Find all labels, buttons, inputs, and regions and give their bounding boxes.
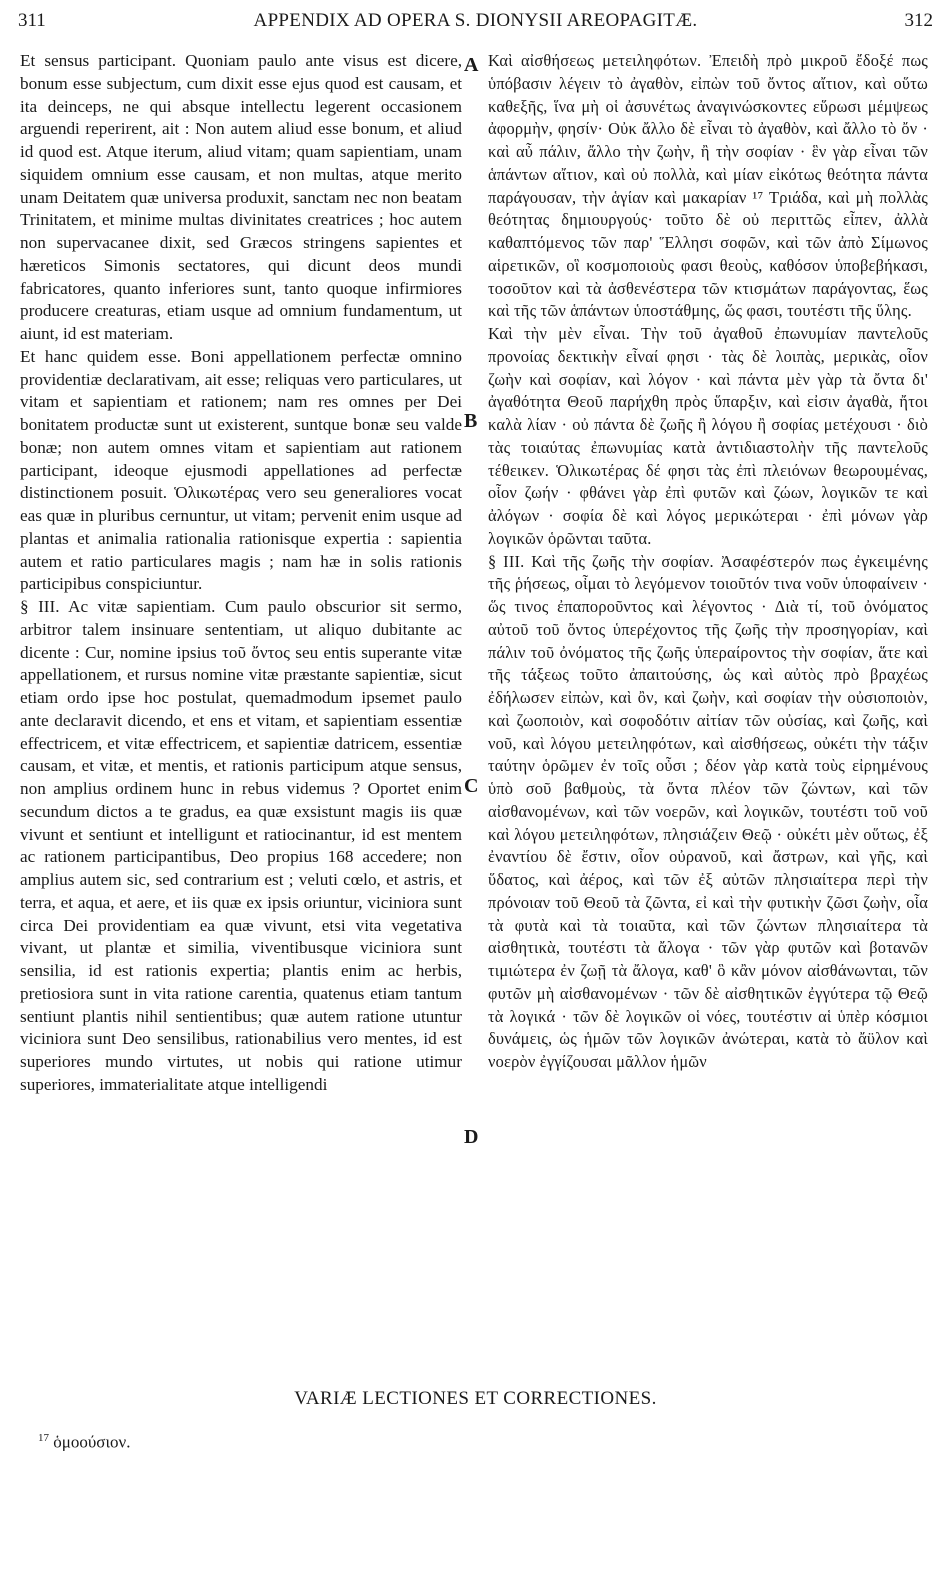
margin-letter-d: D <box>464 1126 479 1148</box>
page-number-right: 312 <box>904 10 933 31</box>
greek-column <box>488 50 928 1074</box>
latin-paragraph: Et sensus participant. Quoniam paulo ante visus est dicere, bonum esse subjectum, cum dixit esse ejus quod est causam, et ita deinceps, ne qui absque intellectu legerent occasionem arguendi reperirent, ait : Non autem aliud esse bonum, et aliud id quod est. Atque iterum, aliud vitam; quam sapientiam, unam siquidem omnium esse causam, et non multas, atque merito unam Deitatem quæ universa produxit, sanctam nec non beatam Trinitatem, et minime multas divinitates creatrices ; hoc autem non supervacanee dixit, sed Græcos stringens sapientes et hæreticos Simonis sectatores, qui dicunt deos mundi fabricatores, quanto inferiores sunt, tanto quoque infirmiores producere creaturas, etiam usque ad omnium fundamentum, ut aiunt, id est materiam. <box>20 51 462 343</box>
section-heading: VARIÆ LECTIONES ET CORRECTIONES. <box>294 1388 657 1409</box>
footnote-text: ὁμοούσιον. <box>53 1432 131 1452</box>
latin-column <box>20 50 462 1097</box>
greek-paragraph: § III. Καὶ τῆς ζωῆς τὴν σοφίαν. Ἀσαφέστερόν πως ἐγκειμένης τῆς ῥήσεως, οἶμαι τὸ λεγόμενον τοιοῦτόν τινα νοῦν ὑποφαίνειν · ὥς τινος ἐπαποροῦντος καὶ λέγοντος · Διὰ τί, τοῦ ὀνόματος αὐτοῦ τοῦ ὄντος ὑπερέχοντος τῆς ζωῆς τὴν προσηγορίαν, καὶ πάλιν τοῦ ὀνόματος τῆς ζωῆς ὑπεραίροντος τὴν σοφίαν, ἅτε καὶ τῆς τάξεως τοῦτο ἀπαιτούσης, ὡς καὶ αὐτὸς πρὸ βραχέως ἐδήλωσεν εἰπὼν, καὶ ὂν, καὶ ζωὴν, καὶ σοφίαν τὴν οὐσιοποιὸν, καὶ ζωοποιὸν, καὶ σοφοδότιν αἰτίαν τῶν οὐσίας, καὶ ζωῆς, καὶ νοῦ, καὶ λόγου μετειληφότων, καὶ αἰσθήσεως, οὐκέτι τὴν τάξιν ταύτην ὁρῶμεν ἐν τοῖς οὖσι ; δέον γὰρ κατὰ τοὺς εἰρημένους ὑπὸ σοῦ βαθμοὺς, τὰ ὄντα πλέον τῶν ζώντων, καὶ τῶν αἰσθανομένων, καὶ τῶν νοερῶν, καὶ λογικῶν, τουτέστι τοῦ νοῦ καὶ λόγου μετειληφότων, πλησιάζειν Θεῷ · οὐκέτι μὲν οὕτως, ἐξ ἐναντίου δὲ ἔστιν, οἷον οὐρανοῦ, καὶ ἄστρων, καὶ γῆς, καὶ ὕδατος, καὶ ἀέρος, καὶ τῶν ἐξ αὐτῶν πλησιαίτερα περὶ τὴν πρόνοιαν τοῦ Θεοῦ τὰ ζῶντα, εἰ καὶ τὴν φυτικὴν ζῶσι ζωὴν, οἷα τὰ φυτὰ καὶ τὰ τοιαῦτα, καὶ τῶν ζώντων πλησιαίτερα τὰ αἰσθητικὰ, τουτέστι τὰ ἄλογα · τῶν γὰρ φυτῶν καὶ βοτανῶν τιμιώτερα ἐν ζωῇ τὰ ἄλογα, καθ' ὃ κἂν μόνον αἰσθάνωνται, τῶν φυτῶν μὴ αἰσθανομένων · τῶν δὲ αἰσθητικῶν ἐγγύτερα τῷ Θεῷ τὰ λογικά · τῶν δὲ λογικῶν οἱ νόες, τουτέστιν αἱ ὑπὲρ κόσμιοι δυνάμεις, ὡς ἡμῶν τῶν λογικῶν ἀνώτεραι, κατὰ τὸ ἄϋλον καὶ νοερὸν ἐγγίζουσαι μᾶλλον ἡμῶν <box>488 551 928 1071</box>
margin-letter-c: C <box>464 775 479 797</box>
footnote <box>38 1432 130 1453</box>
running-header <box>18 10 933 40</box>
margin-letter-a: A <box>464 54 479 76</box>
page-number-left: 311 <box>18 10 46 31</box>
running-title: APPENDIX AD OPERA S. DIONYSII AREOPAGITÆ. <box>253 10 698 31</box>
latin-paragraph: Et hanc quidem esse. Boni appellationem perfectæ omnino providentiæ declarativam, ait esse; reliquas vero particulares, ut vitam et sapientiam et rationem; nam res omnes per Dei bonitatem productæ sunt ut existerent, suntque bonæ seu valde bonæ; non autem omnes vitam et sapientiam aut rationem participant, ideoque ejusmodi appellationes ad perfectæ distinctionem posuit. Ὁλικωτέρας vero seu generaliores vocat eas quæ in pluribus cernuntur, ut vitam; pervenit enim usque ad plantas et animalia rationalia rationisque expertia : sapientia autem et ratio particulares magis ; nam hæ in solis rationis participibus conspiciuntur. <box>20 346 462 594</box>
greek-paragraph: Καὶ τὴν μὲν εἶναι. Τὴν τοῦ ἀγαθοῦ ἐπωνυμίαν παντελοῦς προνοίας δεκτικὴν εἶναί φησι · τὰς δὲ λοιπὰς, μερικὰς, οἷον ζωὴν καὶ σοφίαν, καὶ λόγον · καὶ πάντα μὲν γὰρ τὰ ὄντα δι' ἀγαθότητα Θεοῦ παρήχθη πρὸς ὕπαρξιν, καὶ εἰσιν ἀγαθὰ, ἤτοι καλὰ λίαν · οὐ πάντα δὲ ζωῆς ἢ λόγου ἢ σοφίας μετέχουσι · διὸ τὰς τοιαύτας ἐπωνυμίας κατὰ ἀντιδιαστολὴν τῆς παντελοῦς τέθεικεν. Ὁλικωτέρας δέ φησι τὰς ἐπὶ πλειόνων θεωρουμένας, οἷον ζωήν · φθάνει γὰρ ἐπὶ φυτῶν καὶ ζώων, λογικῶν τε καὶ ἀλόγων · σοφία δὲ καὶ λόγος μερικώτεραι · ἐπὶ μόνων γὰρ λογικῶν ὁρῶνται ταῦτα. <box>488 324 928 548</box>
greek-paragraph: Καὶ αἰσθήσεως μετειληφότων. Ἐπειδὴ πρὸ μικροῦ ἔδοξέ πως ὑπόβασιν λέγειν τὸ ἀγαθὸν, εἰπὼν τοῦ ὄντος αἴτιον, καὶ οὕτω καθεξῆς, ἵνα μὴ οἱ ἀσυνέτως ἀναγινώσκοντες εὕρωσι μέμψεως ἀφορμὴν, φησίν· Οὐκ ἄλλο δὲ εἶναι τὸ ἀγαθὸν, καὶ ἄλλο τὸ ὄν · καὶ αὖ πάλιν, ἄλλο τὴν ζωὴν, ἢ τὴν σοφίαν · ἓν γὰρ εἶναι τῶν ἁπάντων αἴτιον, καὶ οὐ πολλὰ, καὶ μίαν εἰκότως θεότητα πάντα παράγουσαν, τὴν ἁγίαν καὶ μακαρίαν ¹⁷ Τριάδα, καὶ μὴ πολλὰς θεότητας δημιουργούς· τοῦτο δὲ οὐ περιττῶς εἶπεν, ἀλλὰ καθαπτόμενος τῶν παρ' Ἕλλησι σοφῶν, καὶ τῶν ἀπὸ Σίμωνος αἱρετικῶν, οἳ κοσμοποιοὺς φασι θεοὺς, καθόσον ὑποβεβήκασι, τοσοῦτον καὶ τὰ ἀσθενέστερα τῶν κτισμάτων παράγοντας, ἕως καὶ τῆς τῶν ἁπάντων ὑποστάθμης, ὥς φασι, τουτέστι τῆς ὕλης. <box>488 51 928 321</box>
margin-letter-b: B <box>464 410 478 432</box>
latin-paragraph: § III. Ac vitæ sapientiam. Cum paulo obscurior sit sermo, arbitror talem insinuare sententiam, ut aliquo dubitante ac dicente : Cur, nomine ipsius τοῦ ὄντος seu entis superante vitæ appellationem, et rursus nomine vitæ præstante sapientiæ, sicut etiam ordo ipse hoc postulat, quemadmodum ipsemet paulo ante declaravit dicendo, et ens et vitam, et sapientiam essentiæ effectricem, et vitæ effectricem, et sapientiæ datricem, essentiæ causam, et vitæ, et mentis, et rationis participum atque sensus, non amplius ordinem hunc in rebus videmus ? Oportet enim secundum dictos a te gradus, ea quæ exsistunt magis iis quæ vivunt et sentiunt et intelligunt et ratiocinantur, id est mentem ac rationem participantibus, Deo propius 168 accedere; non amplius autem sic, sed contrarium est ; veluti cœlo, et astris, et terra, et aqua, et aere, et iis quæ ex ipsis oriuntur, viciniora sunt circa Dei providentiam ea quæ vivunt, etsi vita vegetativa vivant, ut plantæ et similia, viventibusque viciniora sunt sensilia, id est rationis expertia; plantis enim ac herbis, pretiosiora sunt in vita ratione carentia, quatenus etiam tantum sentiunt plantis nihil sentientibus; quæ autem ratione utuntur viciniora sunt Deo sensilibus, rationabilius vero mentes, id est superiores mundo virtutes, ut nobis qui ratione utimur superiores, immaterialitate atque intelligendi <box>20 597 462 1094</box>
footnote-mark: 17 <box>38 1432 49 1444</box>
